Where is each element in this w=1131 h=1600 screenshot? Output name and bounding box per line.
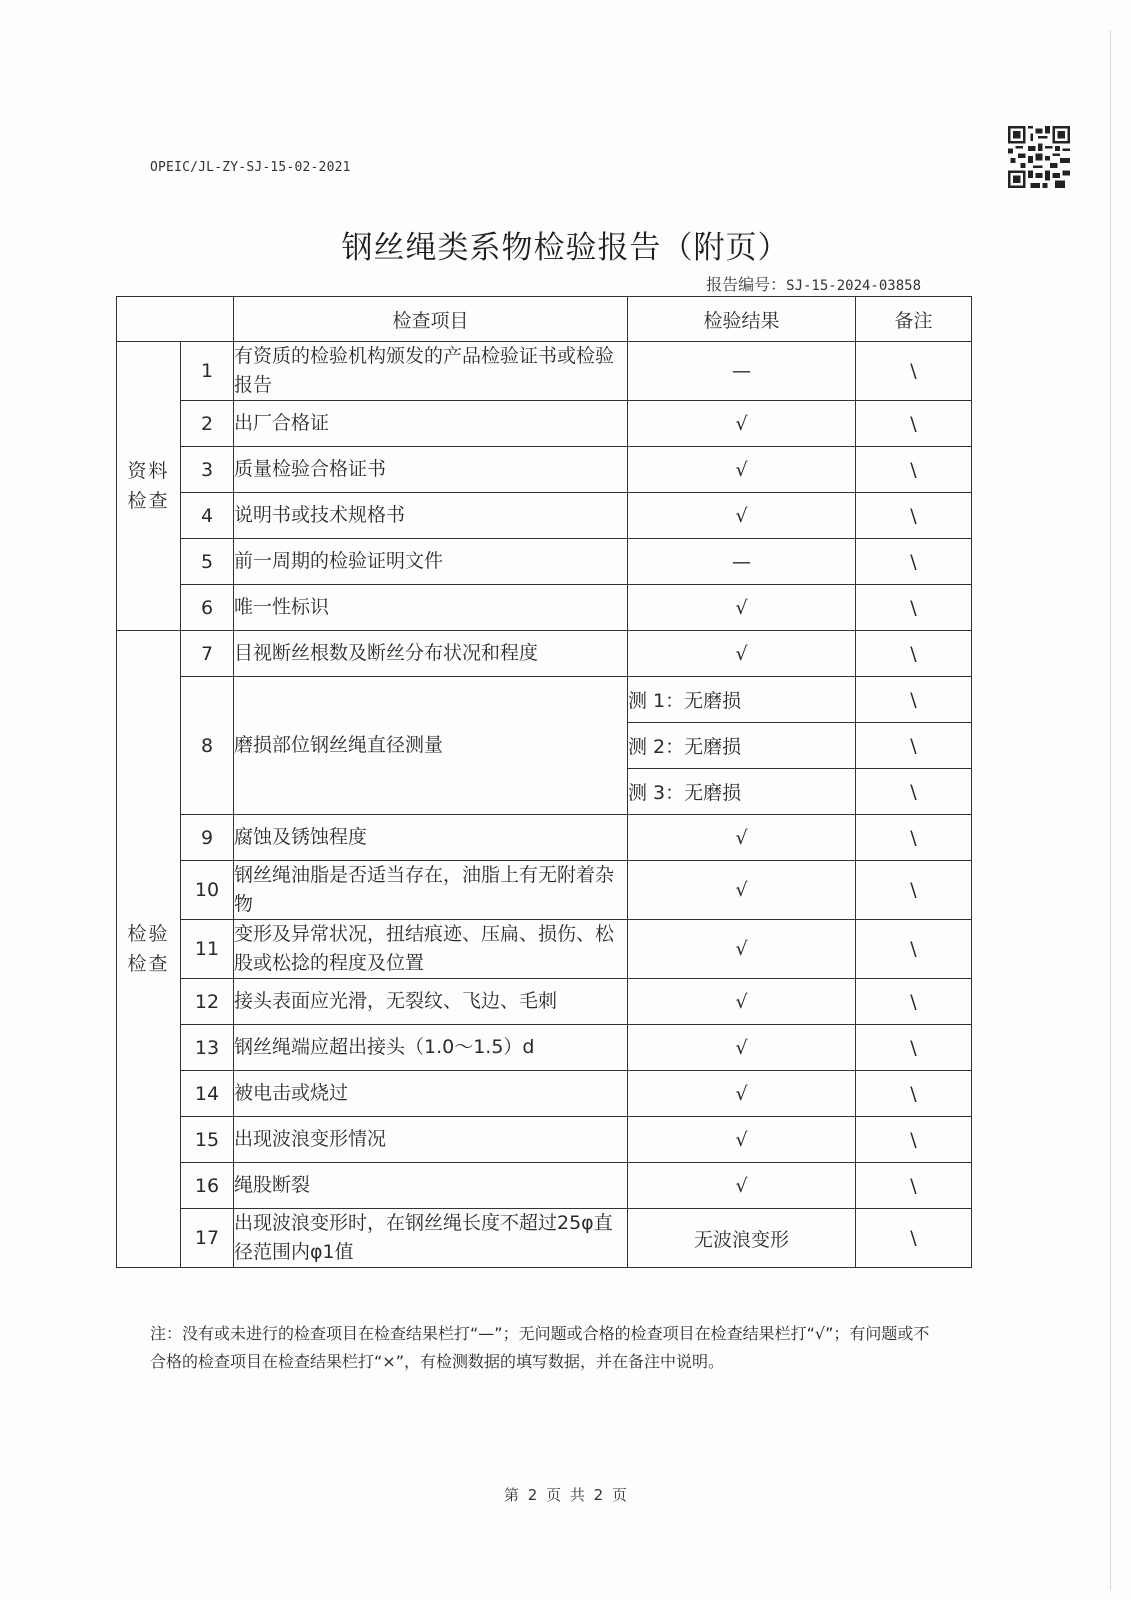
row-remark: \	[856, 723, 972, 769]
row-remark: \	[856, 585, 972, 631]
group-doc-check: 资料检查	[117, 342, 181, 631]
table-header-row	[117, 297, 972, 342]
table-row	[117, 1071, 972, 1117]
row-no: 13	[181, 1025, 234, 1071]
table-row	[117, 401, 972, 447]
header-result: 检验结果	[628, 297, 856, 342]
row-remark: \	[856, 539, 972, 585]
row-item: 前一周期的检验证明文件	[234, 539, 628, 585]
row-item: 唯一性标识	[234, 585, 628, 631]
row-remark: \	[856, 401, 972, 447]
legend-note: 注：没有或未进行的检查项目在检查结果栏打“—”；无问题或合格的检查项目在检查结果栏打“√”；有问题或不合格的检查项目在检查结果栏打“×”，有检测数据的填写数据，并在备注中说明。	[150, 1324, 930, 1371]
row-result: 无波浪变形	[628, 1209, 856, 1268]
table-row	[117, 815, 972, 861]
row-item: 被电击或烧过	[234, 1071, 628, 1117]
row-result: √	[628, 1071, 856, 1117]
row-item: 质量检验合格证书	[234, 447, 628, 493]
table-row	[117, 447, 972, 493]
table-row	[117, 861, 972, 920]
document-code: OPEIC/JL-ZY-SJ-15-02-2021	[150, 160, 351, 175]
row-result: √	[628, 1025, 856, 1071]
row-item: 钢丝绳油脂是否适当存在，油脂上有无附着杂物	[234, 861, 628, 920]
row-sub-result: 测 2：无磨损	[628, 723, 856, 769]
row-remark: \	[856, 815, 972, 861]
row-result: √	[628, 861, 856, 920]
row-no: 11	[181, 920, 234, 979]
report-number-label: 报告编号：	[706, 275, 787, 294]
row-remark: \	[856, 493, 972, 539]
row-result: √	[628, 979, 856, 1025]
row-remark: \	[856, 979, 972, 1025]
row-no: 7	[181, 631, 234, 677]
table-row	[117, 539, 972, 585]
table-row	[117, 342, 972, 401]
row-no: 14	[181, 1071, 234, 1117]
row-remark: \	[856, 342, 972, 401]
table-row	[117, 585, 972, 631]
page-number: 第 2 页 共 2 页	[504, 1486, 627, 1504]
row-item: 腐蚀及锈蚀程度	[234, 815, 628, 861]
row-sub-result: 测 1：无磨损	[628, 677, 856, 723]
row-no: 5	[181, 539, 234, 585]
row-remark: \	[856, 769, 972, 815]
row-no: 15	[181, 1117, 234, 1163]
report-number-value: SJ-15-2024-03858	[786, 278, 921, 294]
row-result: √	[628, 920, 856, 979]
row-result: √	[628, 401, 856, 447]
row-result: √	[628, 585, 856, 631]
row-item: 绳股断裂	[234, 1163, 628, 1209]
row-result: √	[628, 447, 856, 493]
row-no: 12	[181, 979, 234, 1025]
row-item: 有资质的检验机构颁发的产品检验证书或检验报告	[234, 342, 628, 401]
row-no: 6	[181, 585, 234, 631]
row-no: 8	[181, 677, 234, 815]
row-result: √	[628, 815, 856, 861]
row-remark: \	[856, 920, 972, 979]
row-item: 接头表面应光滑，无裂纹、飞边、毛刺	[234, 979, 628, 1025]
row-remark: \	[856, 861, 972, 920]
row-item: 出现波浪变形时，在钢丝绳长度不超过25φ直径范围内φ1值	[234, 1209, 628, 1268]
table-row	[117, 1117, 972, 1163]
row-item: 目视断丝根数及断丝分布状况和程度	[234, 631, 628, 677]
qr-code-icon	[1008, 126, 1070, 188]
row-no: 3	[181, 447, 234, 493]
row-remark: \	[856, 631, 972, 677]
header-blank	[117, 297, 234, 342]
row-result: √	[628, 631, 856, 677]
row-item: 说明书或技术规格书	[234, 493, 628, 539]
row-remark: \	[856, 677, 972, 723]
row-result: —	[628, 539, 856, 585]
row-item: 钢丝绳端应超出接头（1.0～1.5）d	[234, 1025, 628, 1071]
row-no: 17	[181, 1209, 234, 1268]
row-no: 10	[181, 861, 234, 920]
group-inspection: 检验检查	[117, 631, 181, 1268]
report-number	[706, 272, 921, 295]
row-no: 16	[181, 1163, 234, 1209]
table-row	[117, 631, 972, 677]
table-row	[117, 1163, 972, 1209]
row-remark: \	[856, 1117, 972, 1163]
row-remark: \	[856, 1209, 972, 1268]
row-sub-result: 测 3：无磨损	[628, 769, 856, 815]
row-result: —	[628, 342, 856, 401]
header-item: 检查项目	[234, 297, 628, 342]
row-item: 出厂合格证	[234, 401, 628, 447]
row-remark: \	[856, 447, 972, 493]
row-result: √	[628, 1163, 856, 1209]
table-row	[117, 677, 972, 723]
header-remark: 备注	[856, 297, 972, 342]
row-result: √	[628, 493, 856, 539]
row-remark: \	[856, 1025, 972, 1071]
row-result: √	[628, 1117, 856, 1163]
row-remark: \	[856, 1071, 972, 1117]
row-item: 出现波浪变形情况	[234, 1117, 628, 1163]
table-row	[117, 1025, 972, 1071]
row-no: 9	[181, 815, 234, 861]
report-title: 钢丝绳类系物检验报告（附页）	[341, 230, 790, 266]
row-no: 1	[181, 342, 234, 401]
table-row	[117, 920, 972, 979]
row-no: 4	[181, 493, 234, 539]
row-no: 2	[181, 401, 234, 447]
row-remark: \	[856, 1163, 972, 1209]
row-item: 变形及异常状况，扭结痕迹、压扁、损伤、松股或松捻的程度及位置	[234, 920, 628, 979]
table-row	[117, 979, 972, 1025]
inspection-table	[116, 296, 972, 1268]
row-item: 磨损部位钢丝绳直径测量	[234, 677, 628, 815]
table-row	[117, 493, 972, 539]
table-row	[117, 1209, 972, 1268]
